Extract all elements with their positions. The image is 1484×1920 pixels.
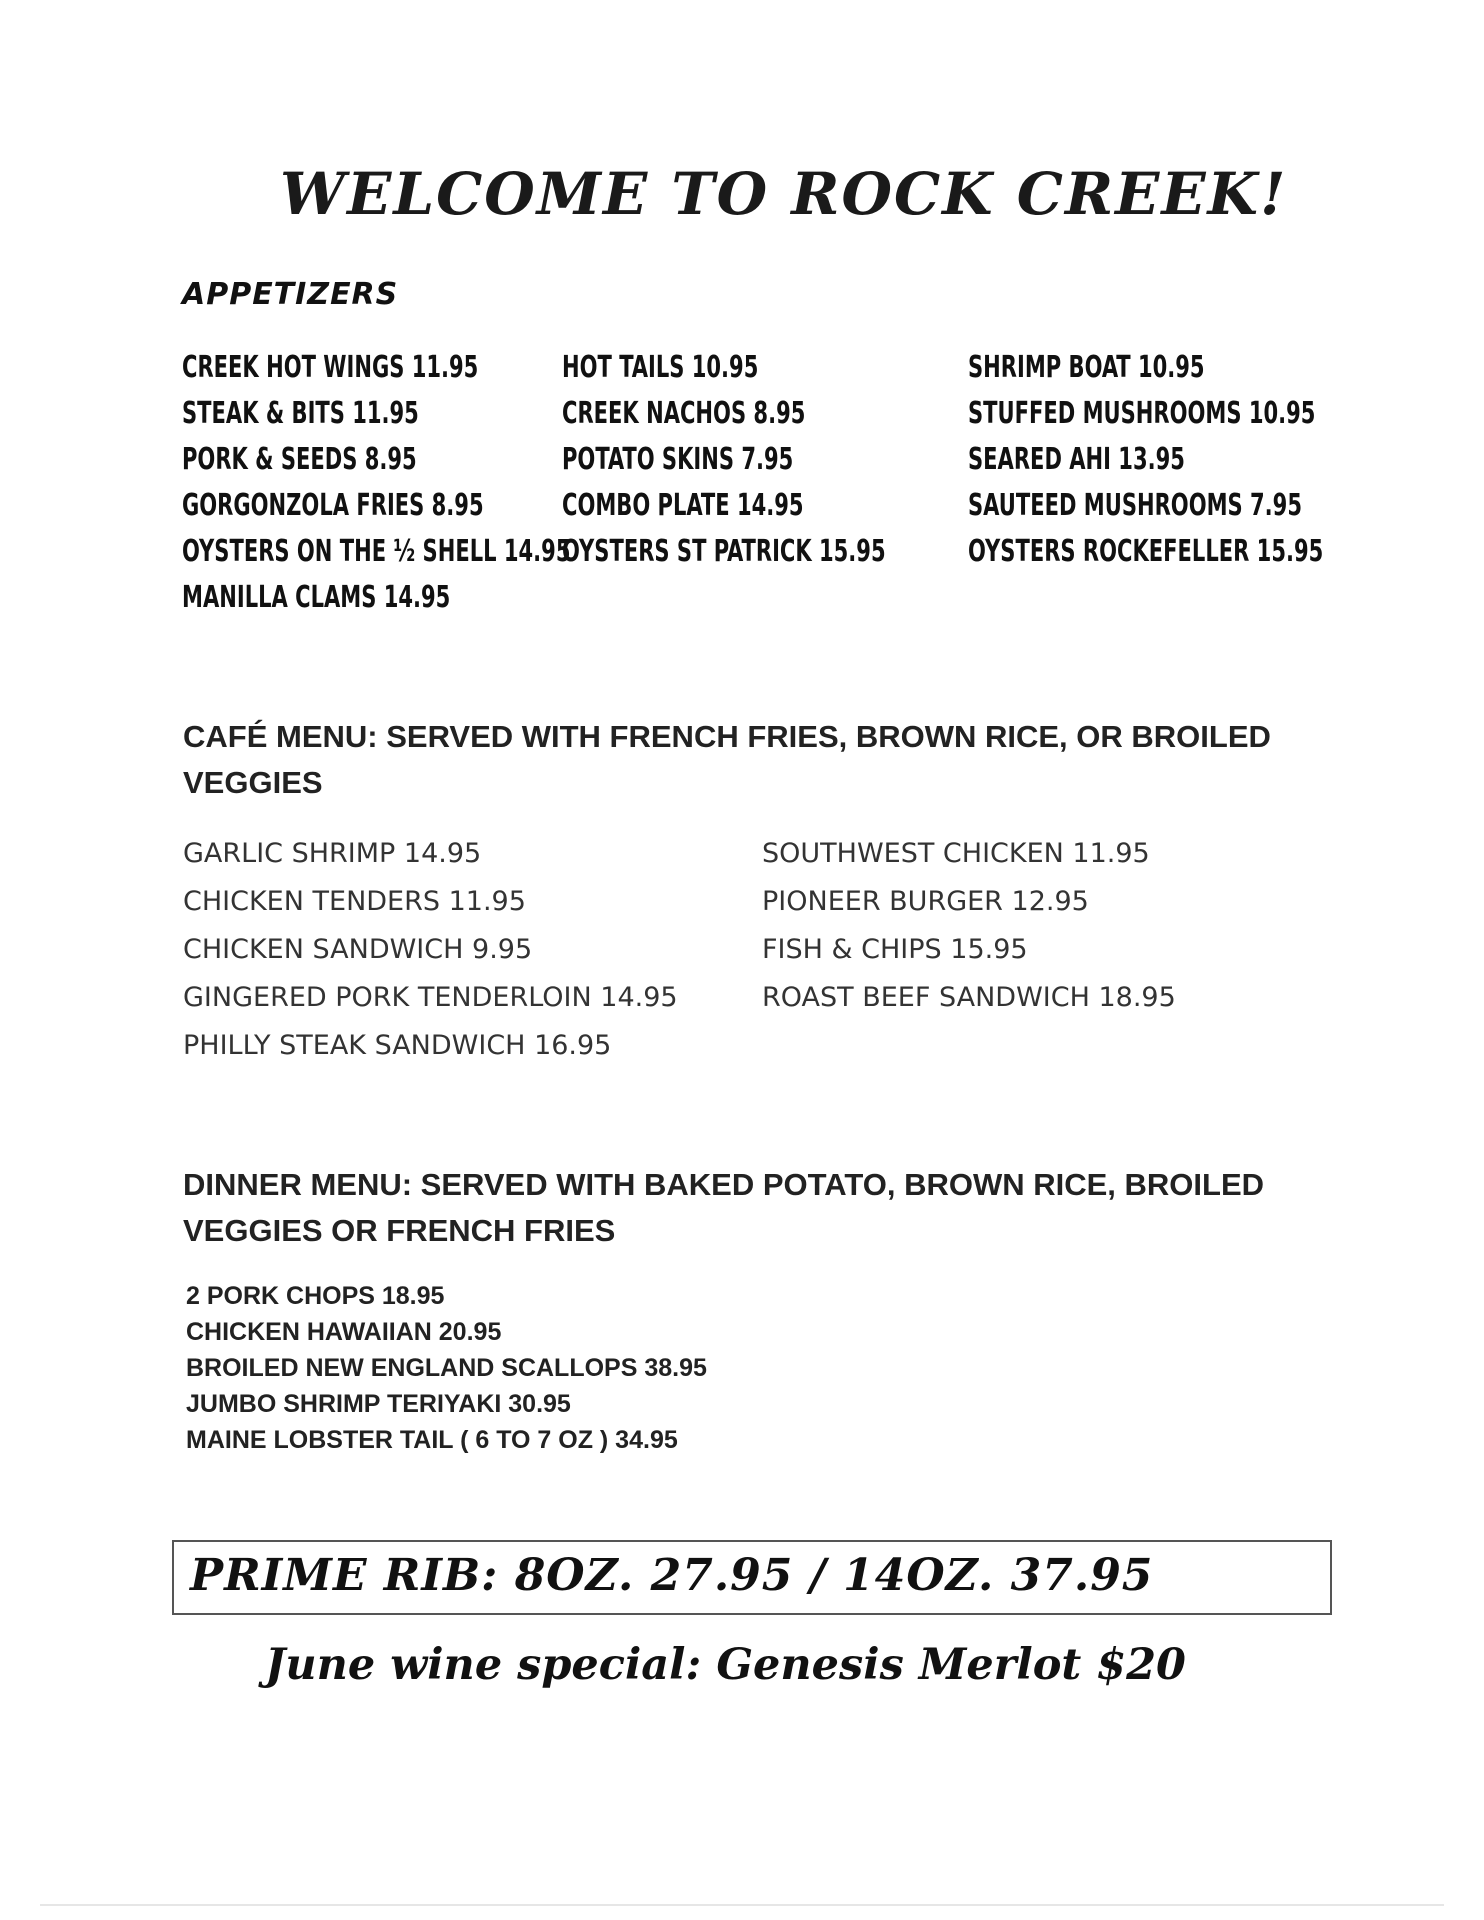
menu-item: OYSTERS ST PATRICK 15.95: [562, 534, 886, 569]
wine-special: June wine special: Genesis Merlot $20: [265, 1640, 1186, 1690]
cafe-column: [762, 830, 1176, 1022]
menu-item: CHICKEN TENDERS 11.95: [183, 886, 526, 917]
cafe-column: [183, 830, 678, 1070]
dinner-list: [186, 1278, 707, 1458]
menu-item: JUMBO SHRIMP TERIYAKI 30.95: [186, 1390, 571, 1418]
dinner-menu-heading: DINNER MENU: SERVED WITH BAKED POTATO, BROWN RICE, BROILED VEGGIES OR FRENCH FRIES: [183, 1167, 1265, 1248]
menu-item: HOT TAILS 10.95: [562, 350, 759, 385]
page-title: WELCOME TO ROCK CREEK!: [280, 160, 1288, 228]
menu-item: MAINE LOBSTER TAIL ( 6 TO 7 OZ ) 34.95: [186, 1426, 678, 1454]
cafe-menu-heading: CAFÉ MENU: SERVED WITH FRENCH FRIES, BROWN RICE, OR BROILED VEGGIES: [183, 719, 1271, 800]
menu-item: SEARED AHI 13.95: [968, 442, 1185, 477]
prime-rib-box: [172, 1540, 1332, 1615]
prime-rib-price: PRIME RIB: 8OZ. 27.95 / 14OZ. 37.95: [190, 1550, 1154, 1601]
menu-item: POTATO SKINS 7.95: [562, 442, 794, 477]
menu-item: 2 PORK CHOPS 18.95: [186, 1282, 445, 1310]
menu-item: OYSTERS ON THE ½ SHELL 14.95: [182, 534, 571, 569]
menu-item: SAUTEED MUSHROOMS 7.95: [968, 488, 1302, 523]
menu-item: GARLIC SHRIMP 14.95: [183, 838, 482, 869]
menu-item: COMBO PLATE 14.95: [562, 488, 804, 523]
menu-item: CREEK NACHOS 8.95: [562, 396, 806, 431]
menu-item: SHRIMP BOAT 10.95: [968, 350, 1205, 385]
menu-item: CHICKEN SANDWICH 9.95: [183, 934, 533, 965]
menu-item: MANILLA CLAMS 14.95: [182, 580, 451, 615]
menu-item: SOUTHWEST CHICKEN 11.95: [762, 838, 1150, 869]
appetizers-column: [968, 345, 1423, 575]
menu-item: BROILED NEW ENGLAND SCALLOPS 38.95: [186, 1354, 707, 1382]
menu-item: FISH & CHIPS 15.95: [762, 934, 1028, 965]
menu-item: STEAK & BITS 11.95: [182, 396, 419, 431]
menu-item: GINGERED PORK TENDERLOIN 14.95: [183, 982, 678, 1013]
menu-item: CHICKEN HAWAIIAN 20.95: [186, 1318, 502, 1346]
divider: [40, 1904, 1444, 1906]
appetizers-column: [562, 345, 977, 575]
menu-item: ROAST BEEF SANDWICH 18.95: [762, 982, 1176, 1013]
menu-item: STUFFED MUSHROOMS 10.95: [968, 396, 1316, 431]
menu-item: CREEK HOT WINGS 11.95: [182, 350, 479, 385]
menu-item: OYSTERS ROCKEFELLER 15.95: [968, 534, 1324, 569]
menu-item: PORK & SEEDS 8.95: [182, 442, 417, 477]
menu-item: GORGONZOLA FRIES 8.95: [182, 488, 484, 523]
menu-item: PIONEER BURGER 12.95: [762, 886, 1089, 917]
menu-item: PHILLY STEAK SANDWICH 16.95: [183, 1030, 612, 1061]
appetizers-heading: APPETIZERS: [182, 277, 399, 312]
